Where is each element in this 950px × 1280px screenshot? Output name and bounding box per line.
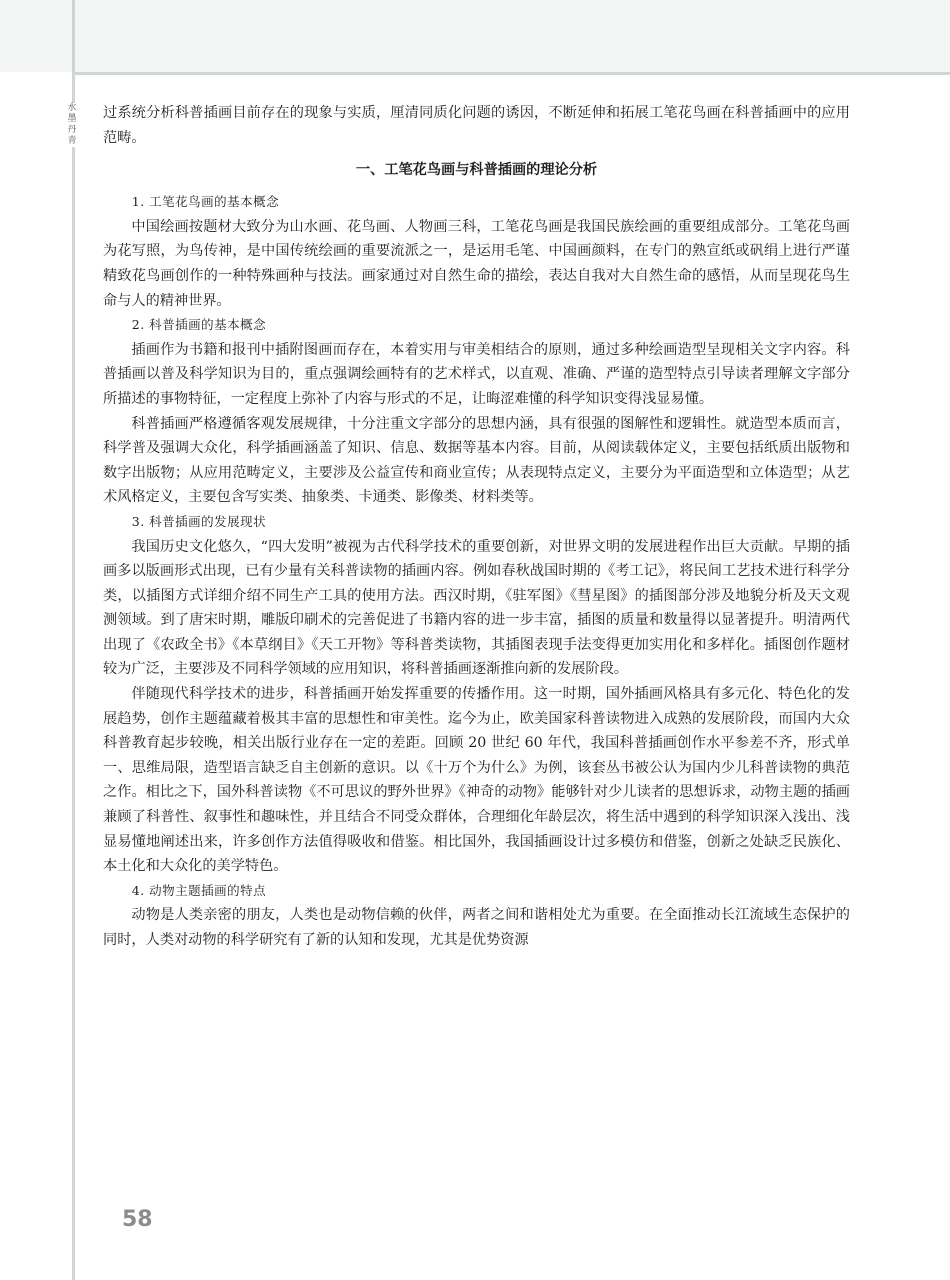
header-band <box>0 0 950 72</box>
subsection-heading-3: 3. 科普插画的发展现状 <box>131 513 267 529</box>
section-title: 一、工笔花鸟画与科普插画的理论分析 <box>355 162 598 179</box>
paragraph: 动物是人类亲密的朋友，人类也是动物信赖的伙伴，两者之间和谐相处尤为重要。在全面推动长江流域生态保护的同时，人类对动物的科学研究有了新的认知和发现，尤其是优势资源 <box>103 907 850 948</box>
header-rule <box>74 72 950 75</box>
paragraph: 插画作为书籍和报刊中插附图画而存在，本着实用与审美相结合的原则，通过多种绘画造型呈现相关文字内容。科普插画以普及科学知识为目的，重点强调绘画特有的艺术样式，以直观、准确、严谨的造型特点引导读者理解文字部分所描述的事物特征，一定程度上弥补了内容与形式的不足，让晦涩难懂的科学知识变得浅显易懂。 <box>103 341 850 407</box>
subsection-heading-2: 2. 科普插画的基本概念 <box>131 317 267 333</box>
intro-paragraph: 过系统分析科普插画目前存在的现象与实质，厘清同质化问题的诱因，不断延伸和拓展工笔花鸟画在科普插画中的应用范畴。 <box>103 105 850 146</box>
article-body <box>103 101 850 953</box>
column-label: 水墨丹青 <box>67 103 77 146</box>
paragraph: 我国历史文化悠久，“四大发明”被视为古代科学技术的重要创新，对世界文明的发展进程作出巨大贡献。早期的插画多以版画形式出现，已有少量有关科普读物的插画内容。例如春秋战国时期的《考工记》，将民间工艺技术进行科学分类，以插图方式详细介绍不同生产工具的使用方法。西汉时期，《驻军图》《彗星图》的插图部分涉及地貌分析及天文观测领域。到了唐宋时期，雕版印刷术的完善促进了书籍内容的进一步丰富，插图的质量和数量得以显著提升。明清两代出现了《农政全书》《本草纲目》《天工开物》等科普类读物，其插图表现手法变得更加实用化和多样化。插图创作题材较为广泛，主要涉及不同科学领域的应用知识，将科普插画逐渐推向新的发展阶段。 <box>103 538 850 678</box>
paragraph: 中国绘画按题材大致分为山水画、花鸟画、人物画三科，工笔花鸟画是我国民族绘画的重要组成部分。工笔花鸟画为花写照，为鸟传神，是中国传统绘画的重要流派之一，是运用毛笔、中国画颜料，在专门的熟宣纸或矾绢上进行严谨精致花鸟画创作的一种特殊画种与技法。画家通过对自然生命的描绘，表达自我对大自然生命的感悟，从而呈现花鸟生命与人的精神世界。 <box>103 218 850 309</box>
subsection-heading-4: 4. 动物主题插画的特点 <box>131 882 267 898</box>
subsection-heading-1: 1. 工笔花鸟画的基本概念 <box>131 194 280 210</box>
paragraph: 伴随现代科学技术的进步，科普插画开始发挥重要的传播作用。这一时期，国外插画风格具有多元化、特色化的发展趋势，创作主题蕴藏着极其丰富的思想性和审美性。迄今为止，欧美国家科普读物进入成熟的发展阶段，而国内大众科普教育起步较晚，相关出版行业存在一定的差距。回顾 20 世纪 60 年代，我国科普插画创作水平参差不齐，形式单一、思维局限，造型语言缺乏自主创新的意识。以《十万个为什么》为例，该套丛书被公认为国内少儿科普读物的典范之作。相比之下，国外科普读物《不可思议的野外世界》《神奇的动物》能够针对少儿读者的思想诉求，动物主题的插画兼顾了科普性、叙事性和趣味性，并且结合不同受众群体，合理细化年龄层次，将生活中遇到的科学知识深入浅出、浅显易懂地阐述出来，许多创作方法值得吸收和借鉴。相比国外，我国插画设计过多模仿和借鉴，创新之处缺乏民族化、本土化和大众化的美学特色。 <box>103 686 850 875</box>
margin-rule <box>72 0 75 1280</box>
paragraph: 科普插画严格遵循客观发展规律，十分注重文字部分的思想内涵，具有很强的图解性和逻辑性。就造型本质而言，科学普及强调大众化，科学插画涵盖了知识、信息、数据等基本内容。目前，从阅读载体定义，主要包括纸质出版物和数字出版物；从应用范畴定义，主要涉及公益宣传和商业宣传；从表现特点定义，主要分为平面造型和立体造型；从艺术风格定义，主要包含写实类、抽象类、卡通类、影像类、材料类等。 <box>103 415 850 506</box>
page-number: 58 <box>122 1207 153 1232</box>
